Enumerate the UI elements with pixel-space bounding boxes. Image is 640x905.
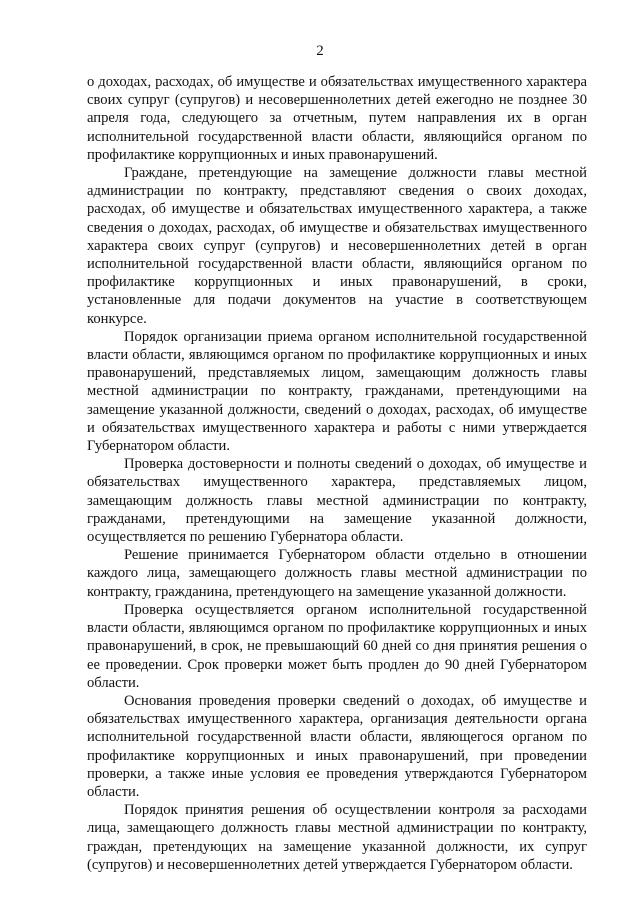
paragraph-expense-control: Порядок принятия решения об осуществлении контроля за расходами лица, замещающего должность главы местной администрации по контракту, граждан, претендующих на замещение указанной должности, их супруг (супругов) и несовершеннолетних детей утверждается Губернатором области. [87, 802, 587, 873]
document-body [87, 73, 587, 874]
page-number: 2 [316, 43, 324, 59]
paragraph-verification: Проверка достоверности и полноты сведений о доходах, об имуществе и обязательствах имущественного характера, представляемых лицом, замещающим должность главы местной администрации по контракту, гражданами, претендующими на замещение указанной должности, осуществляется по решению Губернатора области. [87, 456, 587, 546]
paragraph-verification-term: Проверка осуществляется органом исполнительной государственной власти области, являющимся органом по профилактике коррупционных и иных правонарушений, в срок, не превышающий 60 дней со дня принятия решения о ее проведении. Срок проверки может быть продлен до 90 дней Губернатором области. [87, 601, 587, 691]
paragraph-decision: Решение принимается Губернатором области отдельно в отношении каждого лица, замещающего должность главы местной администрации по контракту, гражданина, претендующего на замещение указанной должности. [87, 547, 587, 600]
paragraph-verification-grounds: Основания проведения проверки сведений о доходах, об имуществе и обязательствах имущественного характера, организация деятельности органа исполнительной государственной власти области, являющегося органом по профилактике коррупционных и иных правонарушений, при проведении проверки, а также иные условия ее проведения утверждаются Губернатором области. [87, 692, 587, 800]
paragraph-candidates-declaration: Граждане, претендующие на замещение должности главы местной администрации по контракту, представляют сведения о своих доходах, расходах, об имуществе и обязательствах имущественного характера, а также сведения о доходах, расходах, об имуществе и обязательствах имущественного характера своих супруг (супругов) и несовершеннолетних детей в орган исполнительной государственной власти области, являющийся органом по профилактике коррупционных и иных правонарушений, в сроки, установленные для подачи документов на участие в соответствующем конкурсе. [87, 165, 587, 327]
paragraph-reception-procedure: Порядок организации приема органом исполнительной государственной власти области, являющимся органом по профилактике коррупционных и иных правонарушений, представляемых лицом, замещающим должность главы местной администрации по контракту, гражданами, претендующими на замещение указанной должности, сведений о доходах, расходах, об имуществе и обязательствах имущественного характера и работы с ними утверждается Губернатором области. [87, 328, 587, 455]
paragraph-continuation: о доходах, расходах, об имуществе и обязательствах имущественного характера своих супруг (супругов) и несовершеннолетних детей ежегодно не позднее 30 апреля года, следующего за отчетным, путем направления их в орган исполнительной государственной власти области, являющийся органом по профилактике коррупционных и иных правонарушений. [87, 74, 587, 163]
